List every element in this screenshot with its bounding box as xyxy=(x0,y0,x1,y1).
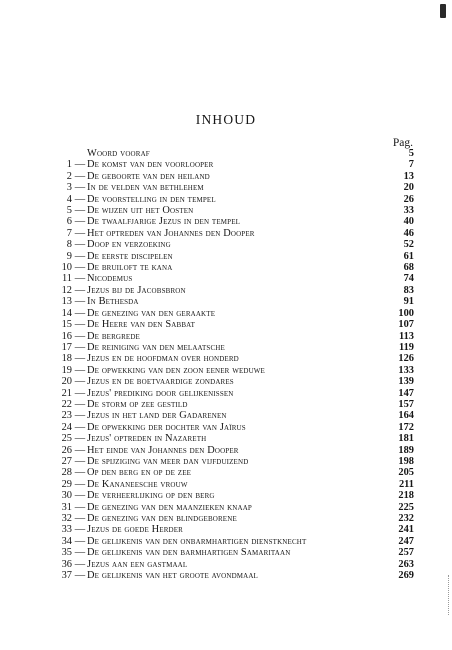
toc-entry-page: 126 xyxy=(398,353,414,365)
toc-entry-dash: — xyxy=(74,421,86,433)
toc-entry-title: De wijzen uit het Oosten xyxy=(87,205,194,217)
toc-entry-dash: — xyxy=(74,570,86,582)
toc-entry-title: De storm op zee gestild xyxy=(87,398,188,410)
toc-entry-title: Jezus en de hoofdman over honderd xyxy=(87,353,239,365)
toc-entry-number: 28 xyxy=(61,467,72,479)
page-column-label: Pag. xyxy=(392,137,413,149)
toc-entry-number: 37 xyxy=(61,570,72,582)
toc-entry-number: 7 xyxy=(66,227,72,239)
toc-entry-page: 198 xyxy=(398,455,414,467)
toc-entry xyxy=(0,342,452,353)
toc-entry-number: 33 xyxy=(61,524,72,536)
toc-entry-number: 6 xyxy=(66,216,72,228)
toc-entry-title: De gelijkenis van het groote avondmaal xyxy=(87,570,258,582)
toc-entry-dash: — xyxy=(74,501,86,513)
toc-entry-number: 13 xyxy=(61,296,72,308)
toc-entry xyxy=(0,513,452,524)
toc-entry xyxy=(0,445,452,456)
toc-entry-dash: — xyxy=(74,513,86,524)
toc-entry xyxy=(0,159,452,170)
toc-entry xyxy=(0,422,452,433)
toc-entry-title: Doop en verzoeking xyxy=(87,239,171,251)
toc-entry-page: 26 xyxy=(403,193,414,205)
toc-entry xyxy=(0,547,452,558)
toc-entry-page: 157 xyxy=(398,398,414,410)
toc-entry-title: Jezus' optreden in Nazareth xyxy=(87,433,207,445)
toc-entry-title: Jezus in het land der Gadarenen xyxy=(87,410,227,422)
toc-entry-title: De genezing van den maanzieken knaap xyxy=(87,501,252,513)
toc-entry-number: 8 xyxy=(66,239,72,251)
toc-entry-page: 189 xyxy=(398,444,414,456)
toc-entry-dash: — xyxy=(74,535,86,547)
toc-entry xyxy=(0,171,452,182)
toc-entry-dash: — xyxy=(74,558,86,570)
toc-entry-page: 33 xyxy=(403,205,414,217)
toc-entry-number: 4 xyxy=(66,193,72,205)
toc-entry-page: 232 xyxy=(398,513,414,524)
toc-entry-page: 133 xyxy=(398,364,414,376)
toc-entry-title: Jezus bij de Jacobsbron xyxy=(87,284,186,296)
toc-entry xyxy=(0,319,452,330)
toc-entry-page: 147 xyxy=(398,387,414,399)
toc-entry-page: 83 xyxy=(403,284,414,296)
toc-entry-title: De Heere van den Sabbat xyxy=(87,319,195,331)
toc-entry-title: Jezus de goede Herder xyxy=(87,524,183,536)
toc-entry-page: 100 xyxy=(398,307,414,319)
toc-entry-title: De spijziging van meer dan vijfduizend xyxy=(87,455,249,467)
toc-entry-number: 35 xyxy=(61,547,72,559)
toc-entry-title: De genezing van den geraakte xyxy=(87,307,216,319)
toc-entry xyxy=(0,399,452,410)
toc-entry xyxy=(0,331,452,342)
toc-entry-title: De voorstelling in den tempel xyxy=(87,193,216,205)
toc-entry-page: 241 xyxy=(398,524,414,536)
toc-entry-title: Jezus' prediking door gelijkenissen xyxy=(87,387,234,399)
toc-entry-number: 2 xyxy=(66,170,72,182)
toc-entry xyxy=(0,273,452,284)
toc-entry-dash: — xyxy=(74,410,86,422)
toc-entry-dash: — xyxy=(74,170,86,182)
toc-entry-title: De bergrede xyxy=(87,330,140,342)
toc-entry-number: 25 xyxy=(61,433,72,445)
toc-entry-dash: — xyxy=(74,227,86,239)
toc-entry xyxy=(0,365,452,376)
toc-entry-dash: — xyxy=(74,262,86,274)
toc-entry-title: De twaalfjarige Jezus in den tempel xyxy=(87,216,241,228)
toc-entry xyxy=(0,194,452,205)
toc-entry-number: 22 xyxy=(61,398,72,410)
toc-entry-number: 1 xyxy=(66,159,72,171)
toc-entry-title: De opwekking van den zoon eener weduwe xyxy=(87,364,265,376)
toc-entry-number: 20 xyxy=(61,376,72,388)
toc-entry-page: 13 xyxy=(403,170,414,182)
toc-entry-number: 21 xyxy=(61,387,72,399)
toc-entry-dash: — xyxy=(74,182,86,194)
toc-entry-dash: — xyxy=(74,455,86,467)
toc-entry-number: 9 xyxy=(66,250,72,262)
toc-entry-title: In Bethesda xyxy=(87,296,139,308)
toc-entry-dash: — xyxy=(74,216,86,228)
toc-entry xyxy=(0,228,452,239)
toc-entry-number: 26 xyxy=(61,444,72,456)
toc-entry-page: 211 xyxy=(398,478,414,490)
toc-entry-number: 36 xyxy=(61,558,72,570)
toc-entry-title: De eerste discipelen xyxy=(87,250,173,262)
toc-entry-page: 5 xyxy=(408,148,414,159)
toc-entry xyxy=(0,479,452,490)
toc-entry-page: 107 xyxy=(398,319,414,331)
toc-entry-number: 31 xyxy=(61,501,72,513)
toc-entry-title: De opwekking der dochter van Jaïrus xyxy=(87,421,246,433)
toc-entry-title: In de velden van bethlehem xyxy=(87,182,204,194)
toc-entry-title: Nicodemus xyxy=(87,273,133,285)
toc-entry-number: 24 xyxy=(61,421,72,433)
toc-entry-dash: — xyxy=(74,433,86,445)
toc-entry xyxy=(0,524,452,535)
toc-entry-dash: — xyxy=(74,490,86,502)
toc-entry xyxy=(0,570,452,581)
toc-entry-dash: — xyxy=(74,239,86,251)
toc-entry-dash: — xyxy=(74,296,86,308)
toc-entry-page: 181 xyxy=(398,433,414,445)
toc-entry-dash: — xyxy=(74,330,86,342)
toc-entry xyxy=(0,559,452,570)
toc-entry xyxy=(0,502,452,513)
toc-entry-number: 5 xyxy=(66,205,72,217)
toc-entry-dash: — xyxy=(74,159,86,171)
toc-entry xyxy=(0,490,452,501)
toc-entry-title: De gelijkenis van den onbarmhartigen dienstknecht xyxy=(87,535,307,547)
toc-entry xyxy=(0,456,452,467)
toc-entry-number: 19 xyxy=(61,364,72,376)
toc-entry xyxy=(0,296,452,307)
toc-entry xyxy=(0,353,452,364)
toc-entry xyxy=(0,376,452,387)
toc-entry-page: 52 xyxy=(403,239,414,251)
table-of-contents xyxy=(0,148,452,581)
toc-entry-page: 263 xyxy=(398,558,414,570)
toc-entry-page: 20 xyxy=(403,182,414,194)
toc-entry-page: 119 xyxy=(398,341,414,353)
toc-entry xyxy=(0,148,452,159)
toc-entry-number: 17 xyxy=(61,341,72,353)
toc-entry-title: Woord vooraf xyxy=(87,148,150,159)
toc-entry-page: 61 xyxy=(403,250,414,262)
toc-entry-page: 269 xyxy=(398,570,414,582)
toc-entry-number: 34 xyxy=(61,535,72,547)
toc-entry-page: 68 xyxy=(403,262,414,274)
toc-entry-number: 10 xyxy=(61,262,72,274)
toc-entry-dash: — xyxy=(74,205,86,217)
toc-entry xyxy=(0,433,452,444)
toc-entry-page: 7 xyxy=(408,159,414,171)
toc-entry-page: 139 xyxy=(398,376,414,388)
toc-entry-number: 15 xyxy=(61,319,72,331)
toc-entry xyxy=(0,262,452,273)
toc-entry-page: 113 xyxy=(398,330,414,342)
toc-entry-page: 205 xyxy=(398,467,414,479)
toc-entry-page: 247 xyxy=(398,535,414,547)
toc-entry-dash: — xyxy=(74,398,86,410)
toc-entry-dash: — xyxy=(74,364,86,376)
toc-entry-page: 74 xyxy=(403,273,414,285)
toc-entry-page: 172 xyxy=(398,421,414,433)
toc-entry-dash: — xyxy=(74,547,86,559)
toc-entry-page: 257 xyxy=(398,547,414,559)
toc-entry-number: 14 xyxy=(61,307,72,319)
toc-entry-title: De reiniging van den melaatsche xyxy=(87,341,225,353)
toc-entry-page: 225 xyxy=(398,501,414,513)
toc-entry-dash: — xyxy=(74,250,86,262)
toc-entry-dash: — xyxy=(74,376,86,388)
toc-entry-title: Het einde van Johannes den Dooper xyxy=(87,444,239,456)
toc-entry-dash: — xyxy=(74,387,86,399)
toc-entry-page: 40 xyxy=(403,216,414,228)
scan-corner-mark xyxy=(440,4,446,18)
toc-entry-title: De genezing van den blindgeborene xyxy=(87,513,237,524)
toc-entry-dash: — xyxy=(74,467,86,479)
toc-entry xyxy=(0,216,452,227)
toc-entry-title: De geboorte van den heiland xyxy=(87,170,210,182)
toc-entry-number: 29 xyxy=(61,478,72,490)
toc-entry-number: 11 xyxy=(61,273,72,285)
toc-entry-dash: — xyxy=(74,284,86,296)
toc-entry xyxy=(0,308,452,319)
toc-entry-number: 3 xyxy=(66,182,72,194)
toc-entry-page: 218 xyxy=(398,490,414,502)
toc-entry-title: De komst van den voorlooper xyxy=(87,159,214,171)
toc-entry-number: 30 xyxy=(61,490,72,502)
toc-entry-dash: — xyxy=(74,307,86,319)
toc-entry-title: De gelijkenis van den barmhartigen Samaritaan xyxy=(87,547,291,559)
toc-entry-dash: — xyxy=(74,341,86,353)
toc-entry-title: Jezus en de boetvaardige zondares xyxy=(87,376,234,388)
toc-entry xyxy=(0,410,452,421)
toc-entry-dash: — xyxy=(74,193,86,205)
toc-entry-dash: — xyxy=(74,273,86,285)
toc-entry-dash: — xyxy=(74,319,86,331)
page-title: INHOUD xyxy=(195,112,257,127)
toc-entry-dash: — xyxy=(74,478,86,490)
toc-entry-dash: — xyxy=(74,524,86,536)
toc-entry xyxy=(0,467,452,478)
toc-entry-number: 23 xyxy=(61,410,72,422)
toc-entry xyxy=(0,251,452,262)
toc-entry-number: 18 xyxy=(61,353,72,365)
toc-entry-page: 91 xyxy=(403,296,414,308)
toc-entry xyxy=(0,285,452,296)
toc-entry-title: De Kananeesche vrouw xyxy=(87,478,188,490)
toc-entry xyxy=(0,182,452,193)
toc-entry-page: 46 xyxy=(403,227,414,239)
toc-entry-number: 32 xyxy=(61,513,72,524)
toc-entry-title: Op den berg en op de zee xyxy=(87,467,192,479)
toc-entry-number: 27 xyxy=(61,455,72,467)
toc-entry xyxy=(0,536,452,547)
toc-entry-title: De bruiloft te kana xyxy=(87,262,173,274)
toc-entry-title: De verheerlijking op den berg xyxy=(87,490,215,502)
toc-entry xyxy=(0,388,452,399)
toc-entry-title: Het optreden van Johannes den Dooper xyxy=(87,227,255,239)
toc-entry-page: 164 xyxy=(398,410,414,422)
toc-entry-number: 16 xyxy=(61,330,72,342)
toc-entry-title: Jezus aan een gastmaal xyxy=(87,558,188,570)
toc-entry-dash: — xyxy=(74,353,86,365)
toc-entry xyxy=(0,205,452,216)
toc-entry-dash: — xyxy=(74,444,86,456)
toc-entry xyxy=(0,239,452,250)
toc-entry-number: 12 xyxy=(61,284,72,296)
